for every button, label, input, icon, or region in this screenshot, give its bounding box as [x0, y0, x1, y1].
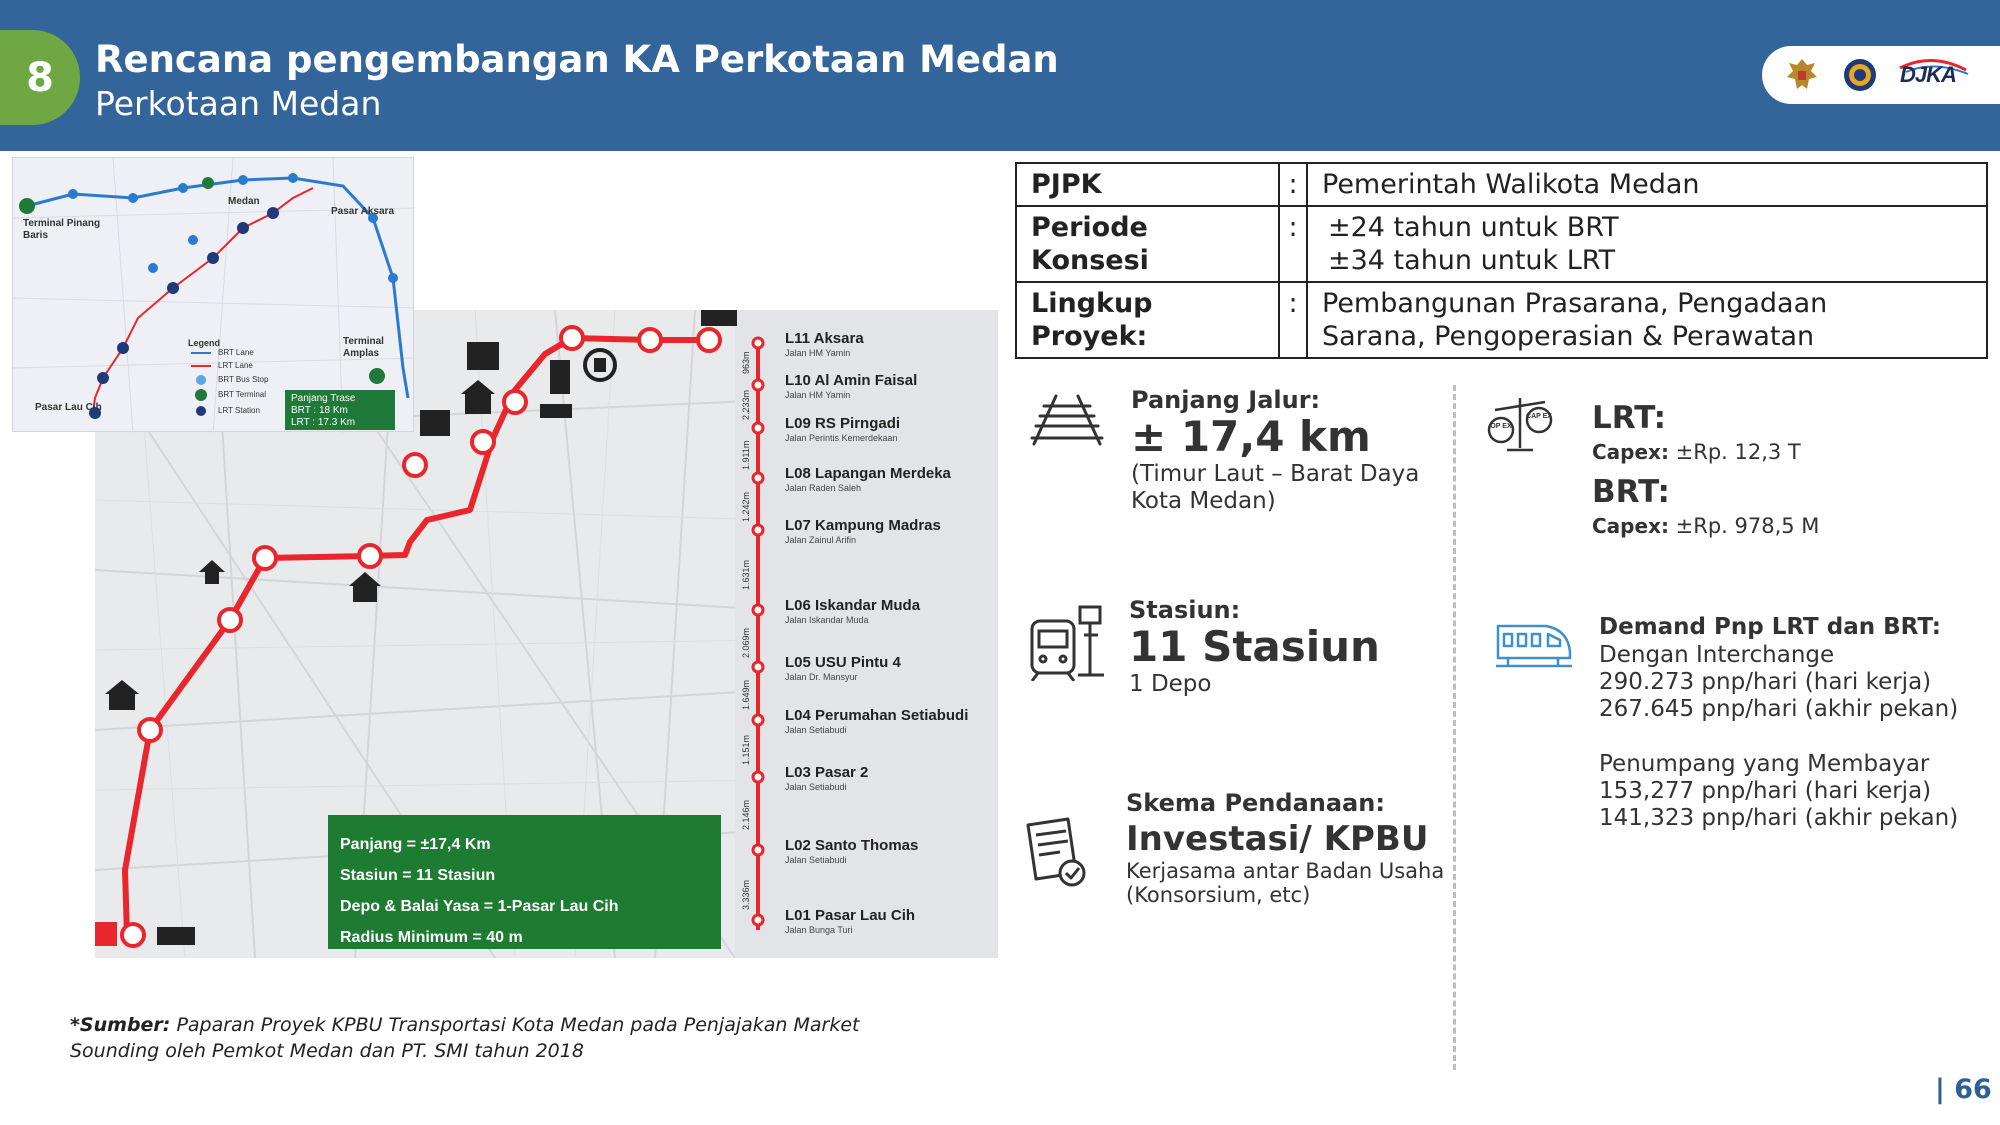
skema-label: Skema Pendanaan: [1126, 789, 1385, 817]
inset-map [12, 157, 414, 432]
distance-label: 1.649m [741, 679, 751, 710]
distance-label: 1.911m [741, 440, 751, 470]
station-item: L11 Aksara Jalan HM Yamin [785, 330, 864, 358]
demand-line: 267.645 pnp/hari (akhir pekan) [1599, 696, 1959, 722]
distance-label: 1.631m [741, 559, 751, 590]
station-item: L07 Kampung Madras Jalan Zainul Arifin [785, 517, 941, 545]
stasiun-value: 11 Stasiun [1129, 622, 1380, 671]
djka-logo-text: DJKA [1900, 62, 1956, 87]
balance-scale-icon [1487, 392, 1553, 460]
station-item: L09 RS Pirngadi Jalan Perintis Kemerdekaan [785, 415, 901, 443]
konsesi-value [1307, 206, 1987, 282]
pjpk-value: Pemerintah Walikota Medan [1307, 163, 1987, 206]
legend-lrt-lane: LRT Lane [218, 361, 253, 370]
konsesi-line-lrt: ±34 tahun untuk LRT [1328, 245, 1616, 276]
lingkup-key: Lingkup Proyek: [1016, 282, 1279, 358]
brt-label: BRT: [1592, 474, 1670, 510]
distance-label: 1.242m [741, 491, 751, 522]
inset-label-lau-cih: Pasar Lau Cih [35, 402, 102, 413]
skema-block [1126, 789, 1444, 907]
summary-panjang: Panjang = ±17,4 Km [340, 836, 491, 853]
panjang-desc2: Kota Medan) [1131, 488, 1276, 514]
demand-block [1599, 614, 1958, 832]
railway-track-icon [1028, 392, 1106, 452]
trase-title: Panjang Trase [291, 393, 356, 404]
distance-label: 963m [741, 351, 751, 374]
demand-line: 290.273 pnp/hari (hari kerja) [1599, 669, 1932, 695]
project-info-table [1015, 162, 1988, 359]
slide-number: 8 [0, 30, 80, 125]
colon: : [1279, 206, 1307, 282]
distance-label: 2.233m [741, 389, 751, 420]
route-summary-box [328, 815, 721, 949]
inset-label-amplas: Terminal Amplas [343, 336, 384, 359]
djka-logo [1900, 62, 1956, 88]
lingkup-value: Pembangunan Prasarana, Pengadaan Sarana, Pengoperasian & Perawatan [1307, 282, 1987, 358]
panjang-value: ± 17,4 km [1131, 412, 1371, 461]
konsesi-line-brt: ±24 tahun untuk BRT [1328, 212, 1619, 243]
distance-label: 1.151m [741, 734, 751, 765]
lrt-capex: Capex: ±Rp. 12,3 T [1592, 440, 1801, 464]
source-line2: Sounding oleh Pemkot Medan dan PT. SMI tahun 2018 [70, 1040, 584, 1062]
konsesi-key: Periode Konsesi [1016, 206, 1279, 282]
opex-icon-text: OP EX [1490, 423, 1512, 430]
capex-block [1592, 400, 1819, 538]
legend-terminal-swatch [195, 389, 207, 401]
distance-label: 3.336m [741, 879, 751, 910]
table-row [1016, 282, 1987, 358]
lrt-label: LRT: [1592, 400, 1667, 436]
trase-lrt: LRT : 17.3 Km [291, 417, 356, 428]
inset-label-medan: Medan [228, 196, 260, 207]
demand-label: Demand Pnp LRT dan BRT: [1599, 614, 1941, 640]
slide-subtitle: Perkotaan Medan [95, 84, 382, 123]
legend-terminal: BRT Terminal [218, 390, 267, 399]
demand-line: 141,323 pnp/hari (akhir pekan) [1599, 805, 1959, 831]
station-item: L04 Perumahan Setiabudi Jalan Setiabudi [785, 707, 969, 735]
summary-stasiun: Stasiun = 11 Stasiun [340, 867, 496, 884]
panjang-label: Panjang Jalur: [1131, 386, 1321, 414]
panjang-desc1: (Timur Laut – Barat Daya [1131, 461, 1420, 487]
trase-brt: BRT : 18 Km [291, 405, 348, 416]
stasiun-block [1129, 596, 1380, 698]
garuda-logo-icon [1784, 55, 1820, 95]
colon: : [1279, 282, 1307, 358]
table-row [1016, 206, 1987, 282]
distance-label: 2.146m [741, 799, 751, 830]
stasiun-desc: 1 Depo [1129, 671, 1212, 697]
high-speed-train-icon [1494, 618, 1574, 676]
demand-line: Penumpang yang Membayar [1599, 751, 1930, 777]
demand-line: Dengan Interchange [1599, 642, 1835, 668]
panjang-block [1131, 386, 1419, 515]
legend-brt-lane: BRT Lane [218, 348, 254, 357]
station-item: L06 Iskandar Muda Jalan Iskandar Muda [785, 597, 921, 625]
capex-icon-text: CAP EX [1526, 413, 1552, 420]
pjpk-key: PJPK [1016, 163, 1279, 206]
legend-bus-stop: BRT Bus Stop [218, 375, 269, 384]
distance-label: 2.069m [741, 627, 751, 658]
summary-depo: Depo & Balai Yasa = 1-Pasar Lau Cih [340, 898, 619, 915]
source-line1: Paparan Proyek KPBU Transportasi Kota Medan pada Penjajakan Market [170, 1014, 860, 1036]
inset-trase-box [285, 390, 395, 430]
legend-lrt-station: LRT Station [218, 406, 260, 415]
station-item: L05 USU Pintu 4 Jalan Dr. Mansyur [785, 654, 901, 682]
skema-value: Investasi/ KPBU [1126, 819, 1429, 859]
page-number: | 66 [1935, 1074, 1992, 1105]
colon: : [1279, 163, 1307, 206]
stasiun-label: Stasiun: [1129, 596, 1241, 624]
legend-lrt-station-swatch [196, 406, 206, 416]
logo-group [1762, 46, 2000, 104]
train-station-icon [1028, 605, 1106, 685]
station-item: L03 Pasar 2 Jalan Setiabudi [785, 764, 869, 792]
skema-desc1: Kerjasama antar Badan Usaha [1126, 859, 1445, 883]
station-item: L01 Pasar Lau Cih Jalan Bunga Turi [785, 907, 916, 935]
section-divider [1453, 385, 1456, 1070]
inset-label-pinang-baris: Terminal Pinang Baris [23, 218, 101, 241]
inset-label-pasar-aksara: Pasar Aksara [331, 206, 395, 217]
station-item: L10 Al Amin Faisal Jalan HM Yamin [785, 372, 918, 400]
station-item: L02 Santo Thomas Jalan Setiabudi [785, 837, 919, 865]
legend-bus-stop-swatch [196, 375, 206, 385]
station-item: L08 Lapangan Merdeka Jalan Raden Saleh [785, 465, 951, 493]
brt-capex: Capex: ±Rp. 978,5 M [1592, 514, 1820, 538]
source-label: *Sumber: [70, 1014, 171, 1036]
kemenhub-logo-icon [1842, 55, 1878, 95]
demand-line: 153,277 pnp/hari (hari kerja) [1599, 778, 1932, 804]
inset-legend-title: Legend [188, 338, 221, 348]
header-bar [0, 0, 2000, 151]
contract-document-icon [1020, 815, 1092, 895]
slide-title: Rencana pengembangan KA Perkotaan Medan [95, 38, 1059, 81]
summary-radius: Radius Minimum = 40 m [340, 929, 523, 946]
skema-desc2: (Konsorsium, etc) [1126, 883, 1311, 907]
source-note [70, 1012, 860, 1064]
table-row [1016, 163, 1987, 206]
